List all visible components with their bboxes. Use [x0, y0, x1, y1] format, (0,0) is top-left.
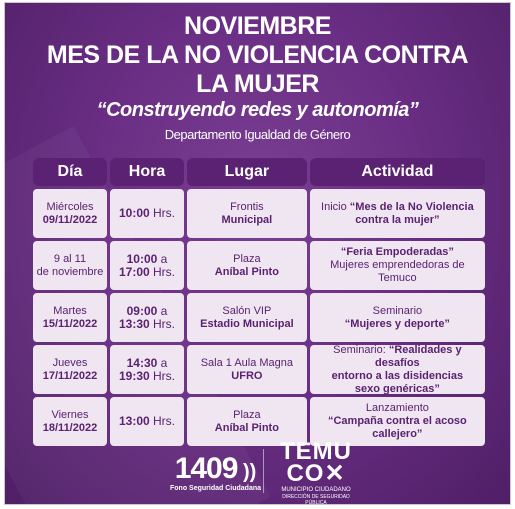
- day-text: Jueves: [52, 356, 88, 369]
- place-line-1: Sala 1 Aula Magna: [200, 356, 294, 369]
- activity-line-1: “Realidades y desafíos: [375, 343, 462, 369]
- place-line-2: Aníbal Pinto: [214, 421, 279, 434]
- time-start: 14:30: [126, 355, 158, 370]
- header-actividad: Actividad: [310, 158, 485, 186]
- day-text: Miércoles: [46, 200, 94, 213]
- header-lugar: Lugar: [187, 158, 307, 186]
- header-dia: Día: [33, 158, 107, 186]
- activity-prefix: Seminario:: [333, 343, 386, 356]
- table-row: [33, 345, 485, 394]
- activity-line-3: callejero”: [372, 428, 423, 440]
- time-unit: Hrs.: [153, 206, 176, 220]
- activity-line-3: sexo genéricas”: [354, 382, 440, 395]
- time-start: 09:00: [126, 303, 158, 318]
- place-line-1: Plaza: [233, 408, 261, 421]
- table-row: [33, 293, 485, 342]
- cell-actividad: [310, 345, 485, 394]
- title-month: NOVIEMBRE: [184, 12, 331, 40]
- time-unit: Hrs.: [153, 368, 176, 383]
- activity-line-2: entorno a las disidencias: [331, 369, 464, 382]
- activity-line-1: “Mes de la No Violencia: [349, 200, 474, 213]
- cell-hora: [110, 345, 184, 394]
- activity-line-2: contra la mujer”: [355, 213, 440, 226]
- table-row: [33, 189, 485, 238]
- time-end: 13:30: [118, 316, 150, 331]
- time-sep: a: [160, 303, 168, 318]
- table-header: [33, 158, 485, 186]
- phone-1409-logo: [170, 452, 262, 492]
- time-start: 10:00: [118, 206, 150, 220]
- cell-hora: [110, 397, 184, 446]
- cell-dia: [33, 293, 107, 342]
- day-text: 9 al 11: [53, 252, 87, 265]
- place-line-1: Frontis: [230, 200, 264, 213]
- table-row: [33, 397, 485, 446]
- place-line-2: Estadio Municipal: [200, 317, 294, 330]
- time-start: 13:00: [118, 414, 150, 428]
- date-text: 18/11/2022: [42, 421, 98, 434]
- date-text: 09/11/2022: [42, 213, 98, 226]
- cell-hora: [110, 293, 184, 342]
- poster: [4, 2, 511, 505]
- cell-actividad: [310, 293, 485, 342]
- cell-lugar: [187, 241, 307, 290]
- activity-line-2: “Mujeres y deporte”: [344, 317, 450, 330]
- schedule-table: [33, 158, 485, 449]
- activity-line-2: “Campaña contra el acoso: [327, 415, 467, 427]
- time-unit: Hrs.: [153, 264, 176, 279]
- temuco-sub-2: DIRECCIÓN DE SEGURIDAD PÚBLICA: [282, 494, 350, 505]
- place-line-2: Aníbal Pinto: [214, 265, 279, 278]
- place-line-1: Plaza: [233, 252, 261, 265]
- place-line-1: Salón VIP: [222, 304, 272, 317]
- time-start: 10:00: [126, 251, 158, 266]
- date-text: 15/11/2022: [42, 317, 98, 330]
- table-row: [33, 241, 485, 290]
- time-end: 19:30: [118, 368, 150, 383]
- temuco-logo: [277, 438, 355, 505]
- activity-line-1: “Feria Empoderadas”: [340, 246, 454, 258]
- temuco-logo-line-2: [277, 460, 355, 487]
- header-hora: Hora: [110, 158, 184, 186]
- cell-lugar: [187, 293, 307, 342]
- department-label: Departamento Igualdad de Género: [164, 127, 351, 142]
- title-line-2: MES DE LA NO VIOLENCIA CONTRA: [46, 41, 469, 69]
- cell-hora: [110, 189, 184, 238]
- activity-prefix: Inicio: [321, 200, 347, 213]
- slogan: “Construyendo redes y autonomía”: [96, 99, 419, 121]
- temuco-sub-1: MUNICIPIO CIUDADANO: [281, 487, 351, 493]
- day-text: Viernes: [51, 408, 89, 421]
- phone-number: 1409: [174, 452, 238, 485]
- cell-dia: [33, 189, 107, 238]
- temuco-logo-co: CO: [286, 460, 325, 487]
- activity-line-1: Lanzamiento: [365, 402, 429, 414]
- activity-line-1: Seminario: [372, 304, 423, 317]
- ribbon-icon: ✕: [324, 460, 346, 487]
- signal-waves-icon: )): [237, 461, 257, 483]
- time-end: 17:00: [118, 264, 150, 279]
- title-line-3: LA MUJER: [196, 70, 319, 98]
- cell-lugar: [187, 345, 307, 394]
- place-line-2: Municipal: [221, 213, 273, 226]
- cell-dia: [33, 397, 107, 446]
- activity-line-2: Mujeres emprendedoras de Temuco: [330, 259, 465, 284]
- temuco-logo-line-1: TEMU: [280, 438, 352, 465]
- cell-dia: [33, 241, 107, 290]
- phone-sub-label: Fono Seguridad Ciudadana: [170, 485, 262, 492]
- time-sep: a: [160, 355, 168, 370]
- footer-divider: [263, 449, 264, 493]
- day-text: Martes: [53, 304, 87, 317]
- cell-actividad: [310, 189, 485, 238]
- date-text: de noviembre: [36, 265, 104, 278]
- place-line-2: UFRO: [231, 369, 263, 382]
- cell-lugar: [187, 189, 307, 238]
- cell-actividad: [310, 241, 485, 290]
- cell-dia: [33, 345, 107, 394]
- time-unit: Hrs.: [153, 414, 176, 428]
- date-text: 17/11/2022: [42, 369, 98, 382]
- time-sep: a: [160, 251, 168, 266]
- time-unit: Hrs.: [153, 316, 176, 331]
- cell-hora: [110, 241, 184, 290]
